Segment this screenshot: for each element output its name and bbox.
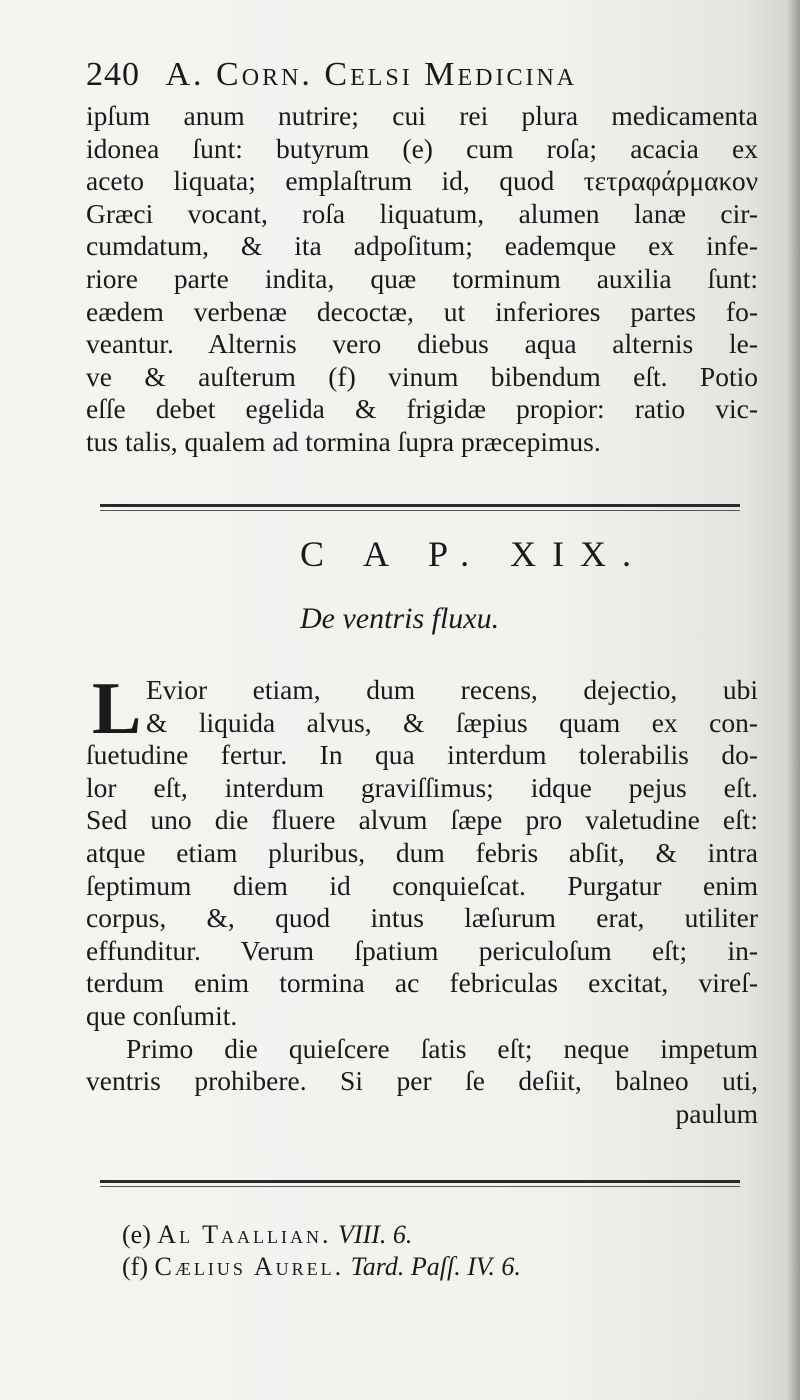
text-line: eſſe debet egelida & frigidæ propior: ratio vic- <box>86 393 758 425</box>
footnote-author: Al Taallian. <box>157 1220 332 1249</box>
text-line: & liquida alvus, & ſæpius quam ex con- <box>146 706 758 738</box>
drop-cap: L <box>92 668 142 750</box>
text-line: ſuetudine fertur. In qua interdum tolerabilis do- <box>86 739 758 771</box>
page-edge <box>786 0 800 1400</box>
text-line: ſeptimum diem id conquieſcat. Purgatur enim <box>86 869 758 901</box>
text-line: aceto liquata; emplaſtrum id, quod τετραφάρμακον <box>86 165 758 197</box>
page-number: 240 <box>86 56 140 93</box>
text-line: veantur. Alternis vero diebus aqua alternis le- <box>86 328 758 360</box>
text-line: Evior etiam, dum recens, dejectio, ubi <box>146 674 758 705</box>
text-line: lor eſt, interdum graviſſimus; idque pejus eſt. <box>86 771 758 803</box>
footnote-mark: (e) <box>122 1220 151 1249</box>
text-line: corpus, &, quod intus læſurum erat, utiliter <box>86 902 758 934</box>
text-line: Græci vocant, roſa liquatum, alumen lanæ cir- <box>86 197 758 229</box>
footnote-f <box>122 1252 521 1282</box>
catchword: paulum <box>675 1097 758 1129</box>
top-text-block <box>86 100 758 459</box>
running-header <box>86 56 766 96</box>
section-rule <box>100 504 740 507</box>
text-line: ve & auſterum (f) vinum bibendum eſt. Potio <box>86 360 758 392</box>
text-line: cumdatum, & ita adpoſitum; eademque ex infe- <box>86 230 758 262</box>
footnote-rule <box>100 1180 740 1183</box>
text-line: ipſum anum nutrire; cui rei plura medicamenta <box>86 100 758 131</box>
footnote-rule-thin <box>100 1186 740 1187</box>
footnote-ref: Tard. Paſſ. IV. 6. <box>350 1252 521 1281</box>
footnote-e <box>122 1220 412 1250</box>
section-rule-thin <box>100 510 740 511</box>
text-line: que conſumit. <box>86 999 238 1031</box>
text-line: terdum enim tormina ac febriculas excitat, vireſ- <box>86 967 758 999</box>
chapter-heading: C A P. XIX. <box>300 534 648 574</box>
text-line: idonea ſunt: butyrum (e) cum roſa; acacia ex <box>86 132 758 164</box>
footnote-ref: VIII. 6. <box>338 1220 413 1249</box>
chapter-text-block <box>86 668 758 1130</box>
text-line: riore parte indita, quæ torminum auxilia ſunt: <box>86 262 758 294</box>
text-line: Primo die quieſcere ſatis eſt; neque impetum <box>126 1032 758 1064</box>
footnote-author: Cælius Aurel. <box>154 1252 345 1281</box>
text-line: eædem verbenæ decoctæ, ut inferiores partes fo- <box>86 295 758 327</box>
chapter-subtitle: De ventris fluxu. <box>300 602 500 635</box>
text-line: effunditur. Verum ſpatium periculoſum eſt; in- <box>86 934 758 966</box>
running-title: A. Corn. Celsi Medicina <box>165 56 578 93</box>
text-line: ventris prohibere. Si per ſe deſiit, balneo uti, <box>86 1065 758 1097</box>
text-line: tus talis, qualem ad tormina ſupra præcepimus. <box>86 425 601 457</box>
text-line: atque etiam pluribus, dum febris abſit, & intra <box>86 836 758 868</box>
footnote-mark: (f) <box>122 1252 148 1281</box>
text-line: Sed uno die fluere alvum ſæpe pro valetudine eſt: <box>86 804 758 836</box>
